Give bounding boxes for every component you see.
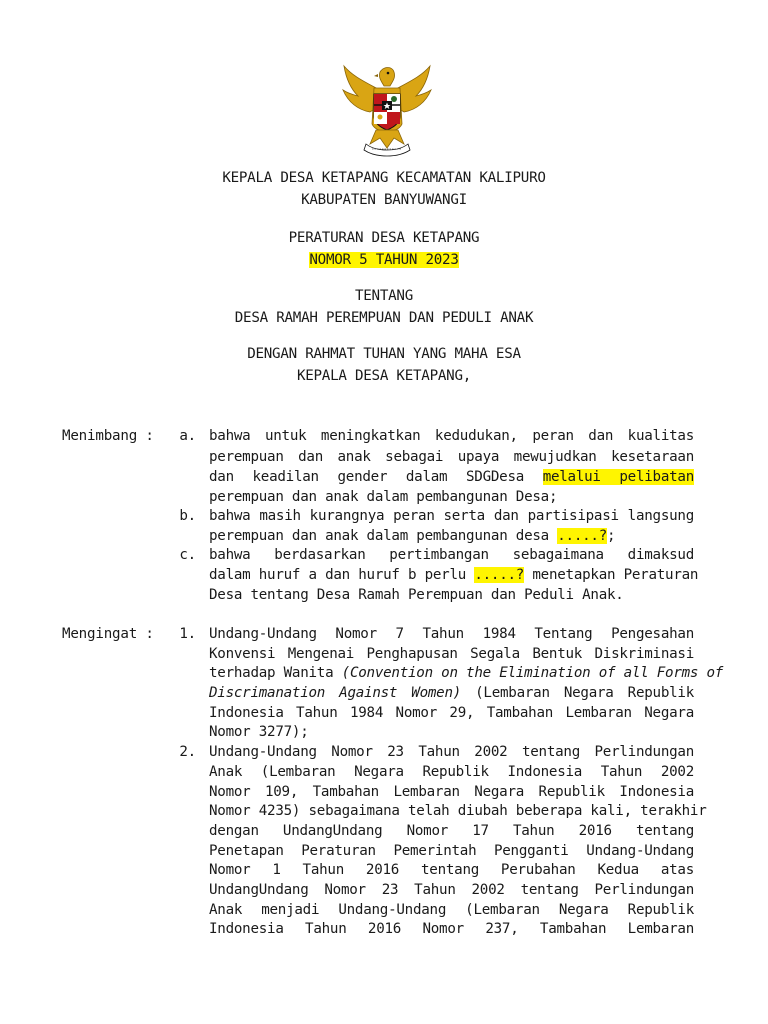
mengingat-2-line-10: Indonesia Tahun 2016 Nomor 237, Tambahan Lembaran <box>209 921 694 937</box>
mengingat-1-line-4: Discrimanation Against Women) (Lembaran Negara Republik <box>209 685 694 701</box>
menimbang-c-highlight: .....? <box>474 567 525 583</box>
menimbang-c-marker: c. <box>179 547 196 563</box>
mengingat-2-line-8: UndangUndang Nomor 23 Tahun 2002 tentang Perlindungan <box>209 882 694 898</box>
mengingat-2-marker: 2. <box>179 744 196 760</box>
mengingat-label: Mengingat : <box>62 626 154 642</box>
menimbang-a-line-1: bahwa untuk meningkatkan kedudukan, peran dan kualitas <box>209 428 694 444</box>
menimbang-c-line-3: Desa tentang Desa Ramah Perempuan dan Peduli Anak. <box>209 587 624 603</box>
menimbang-a-line-4: perempuan dan anak dalam pembangunan Desa; <box>209 489 558 505</box>
mengingat-1-line-3: terhadap Wanita (Convention on the Elimination of all Forms of <box>209 665 724 681</box>
mengingat-2-line-7: Nomor 1 Tahun 2016 tentang Perubahan Kedua atas <box>209 862 694 878</box>
mengingat-2-line-9: Anak menjadi Undang-Undang (Lembaran Negara Republik <box>209 902 694 918</box>
menimbang-c-line-2: dalam huruf a dan huruf b perlu .....? menetapkan Peraturan <box>209 567 699 583</box>
menimbang-b-line-1: bahwa masih kurangnya peran serta dan partisipasi langsung <box>209 508 694 524</box>
regulation-number-highlight: NOMOR 5 TAHUN 2023 <box>309 252 459 268</box>
menimbang-a-line-2: perempuan dan anak sebagai upaya mewujudkan kesetaraan <box>209 449 694 465</box>
mengingat-2-line-5: dengan UndangUndang Nomor 17 Tahun 2016 tentang <box>209 823 694 839</box>
mengingat-2-line-6: Penetapan Peraturan Pemerintah Pengganti Undang-Undang <box>209 843 694 859</box>
garuda-pancasila-emblem-icon <box>340 64 434 160</box>
preamble-line-2: KEPALA DESA KETAPANG, <box>296 368 472 384</box>
regulation-subject: DESA RAMAH PEREMPUAN DAN PEDULI ANAK <box>234 310 534 326</box>
menimbang-a-line-3: dan keadilan gender dalam SDGDesa melalui pelibatan <box>209 469 694 485</box>
mengingat-2-line-1: Undang-Undang Nomor 23 Tahun 2002 tentang Perlindungan <box>209 744 694 760</box>
preamble-line-1: DENGAN RAHMAT TUHAN YANG MAHA ESA <box>247 346 521 362</box>
mengingat-1-line-2: Konvensi Mengenai Penghapusan Segala Bentuk Diskriminasi <box>209 646 694 662</box>
regulation-number <box>0 252 768 268</box>
menimbang-label: Menimbang : <box>62 428 154 444</box>
mengingat-1-marker: 1. <box>179 626 196 642</box>
menimbang-a-highlight: melalui pelibatan <box>542 469 694 485</box>
about-label: TENTANG <box>354 288 414 304</box>
mengingat-1-line-6: Nomor 3277); <box>209 724 309 740</box>
menimbang-b-marker: b. <box>179 508 196 524</box>
mengingat-2-line-3: Nomor 109, Tambahan Lembaran Negara Republik Indonesia <box>209 784 694 800</box>
menimbang-c-line-1: bahwa berdasarkan pertimbangan sebagaimana dimaksud <box>209 547 694 563</box>
mengingat-1-line-5: Indonesia Tahun 1984 Nomor 29, Tambahan Lembaran Negara <box>209 705 694 721</box>
menimbang-a-marker: a. <box>179 428 196 444</box>
mengingat-2-line-2: Anak (Lembaran Negara Republik Indonesia Tahun 2002 <box>209 764 694 780</box>
mengingat-1-line-1: Undang-Undang Nomor 7 Tahun 1984 Tentang Pengesahan <box>209 626 694 642</box>
mengingat-2-line-4: Nomor 4235) sebagaimana telah diubah beberapa kali, terakhir <box>209 803 707 819</box>
menimbang-b-highlight: .....? <box>557 528 608 544</box>
header-line-1: KEPALA DESA KETAPANG KECAMATAN KALIPURO <box>222 170 546 186</box>
regulation-title: PERATURAN DESA KETAPANG <box>288 230 480 246</box>
header-line-2: KABUPATEN BANYUWANGI <box>301 192 467 208</box>
menimbang-b-line-2: perempuan dan anak dalam pembangunan desa .....?; <box>209 528 616 544</box>
